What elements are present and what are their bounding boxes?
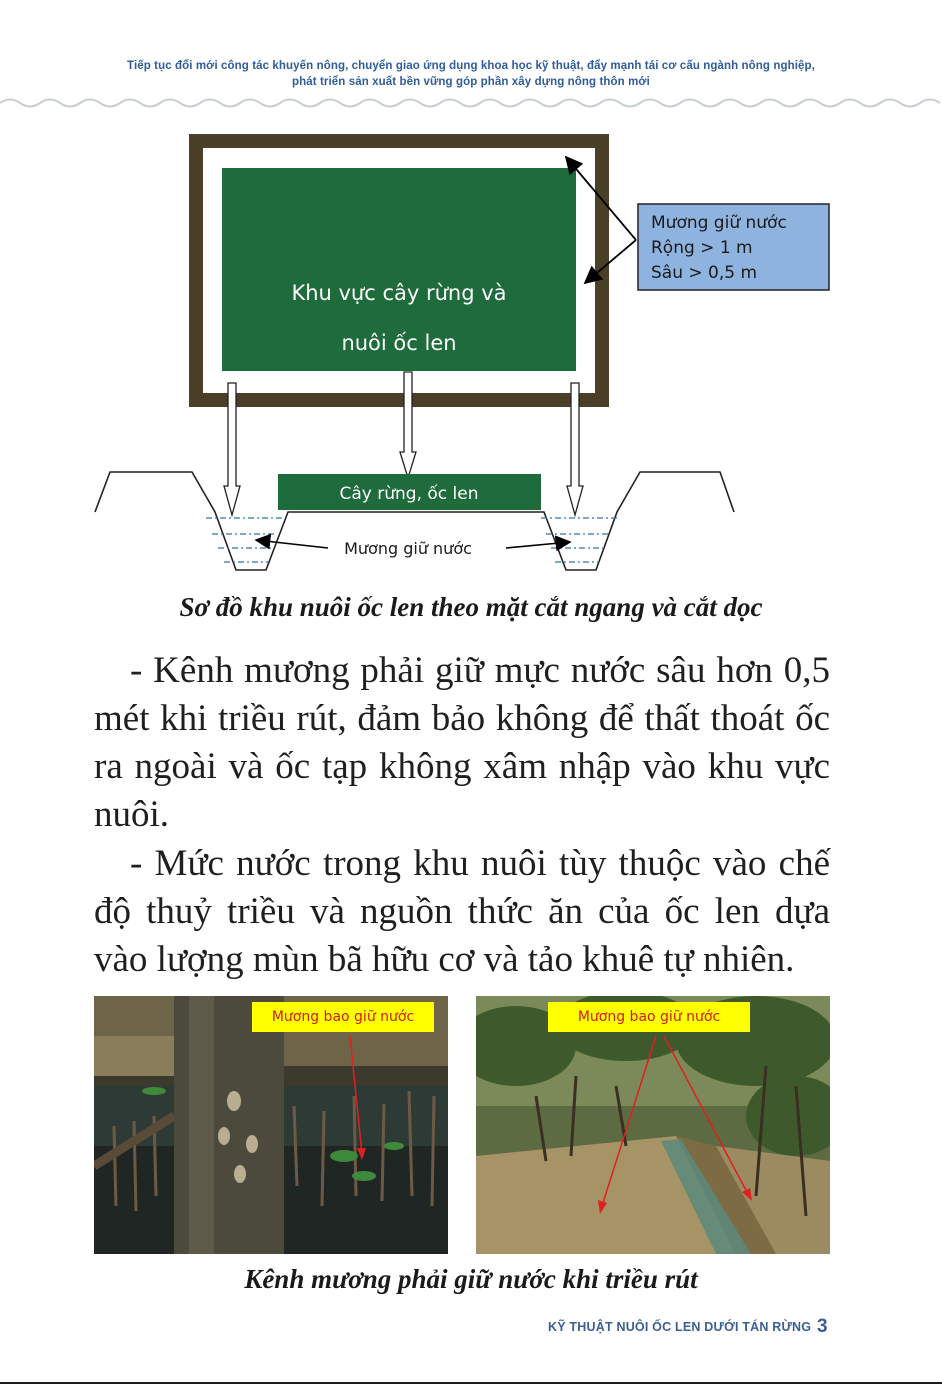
photo-1-label: Mương bao giữ nước: [252, 1002, 434, 1032]
paragraph-2: - Mức nước trong khu nuôi tùy thuộc vào chế độ thuỷ triều và nguồn thức ăn của ốc len dựa vào lượng mùn bã hữu cơ và tảo khuê tự nhiên.: [94, 843, 830, 980]
water-lines-left: [206, 518, 282, 562]
area-label-line-2: nuôi ốc len: [341, 331, 457, 355]
farm-layout-diagram: [0, 120, 942, 580]
photo-2-label: Mương bao giữ nước: [548, 1002, 750, 1032]
page-number: 3: [817, 1316, 828, 1337]
photo-mangrove-trunk: [94, 996, 448, 1254]
ditch-label: Mương giữ nước: [344, 539, 472, 558]
photo-2-image: [476, 996, 830, 1254]
paragraph-1: - Kênh mương phải giữ mực nước sâu hơn 0,5 mét khi triều rút, đảm bảo không để thất thoát ốc ra ngoài và ốc tạp không xâm nhập vào khu vực nuôi.: [94, 650, 830, 835]
bottom-rule: [0, 1382, 942, 1384]
ditch-arrow-left: [256, 540, 328, 548]
wave-divider: [0, 93, 942, 113]
photo-caption: Kênh mương phải giữ nước khi triều rút: [244, 1264, 698, 1294]
photo-1-image: [94, 996, 448, 1254]
footer-title: KỸ THUẬT NUÔI ỐC LEN DƯỚI TÁN RỪNG: [548, 1320, 812, 1334]
section-label: Cây rừng, ốc len: [339, 484, 479, 504]
diagram-caption: Sơ đồ khu nuôi ốc len theo mặt cắt ngang và cắt dọc: [179, 592, 763, 622]
callout-line-1: Mương giữ nước: [651, 213, 787, 233]
callout-line-2: Rộng > 1 m: [651, 238, 753, 258]
running-header: [0, 58, 942, 90]
header-line-1: Tiếp tục đổi mới công tác khuyến nông, chuyển giao ứng dụng khoa học kỹ thuật, đẩy mạnh tái cơ cấu ngành nông nghiệp,: [127, 60, 815, 72]
photo-canal-net: [476, 996, 830, 1254]
water-lines-right: [541, 518, 617, 562]
callout-line-3: Sâu > 0,5 m: [651, 263, 758, 283]
area-label-line-1: Khu vực cây rừng và: [291, 281, 507, 305]
header-line-2: phát triển sản xuất bền vững góp phần xây dựng nông thôn mới: [292, 76, 650, 88]
ditch-arrow-right: [506, 542, 570, 548]
